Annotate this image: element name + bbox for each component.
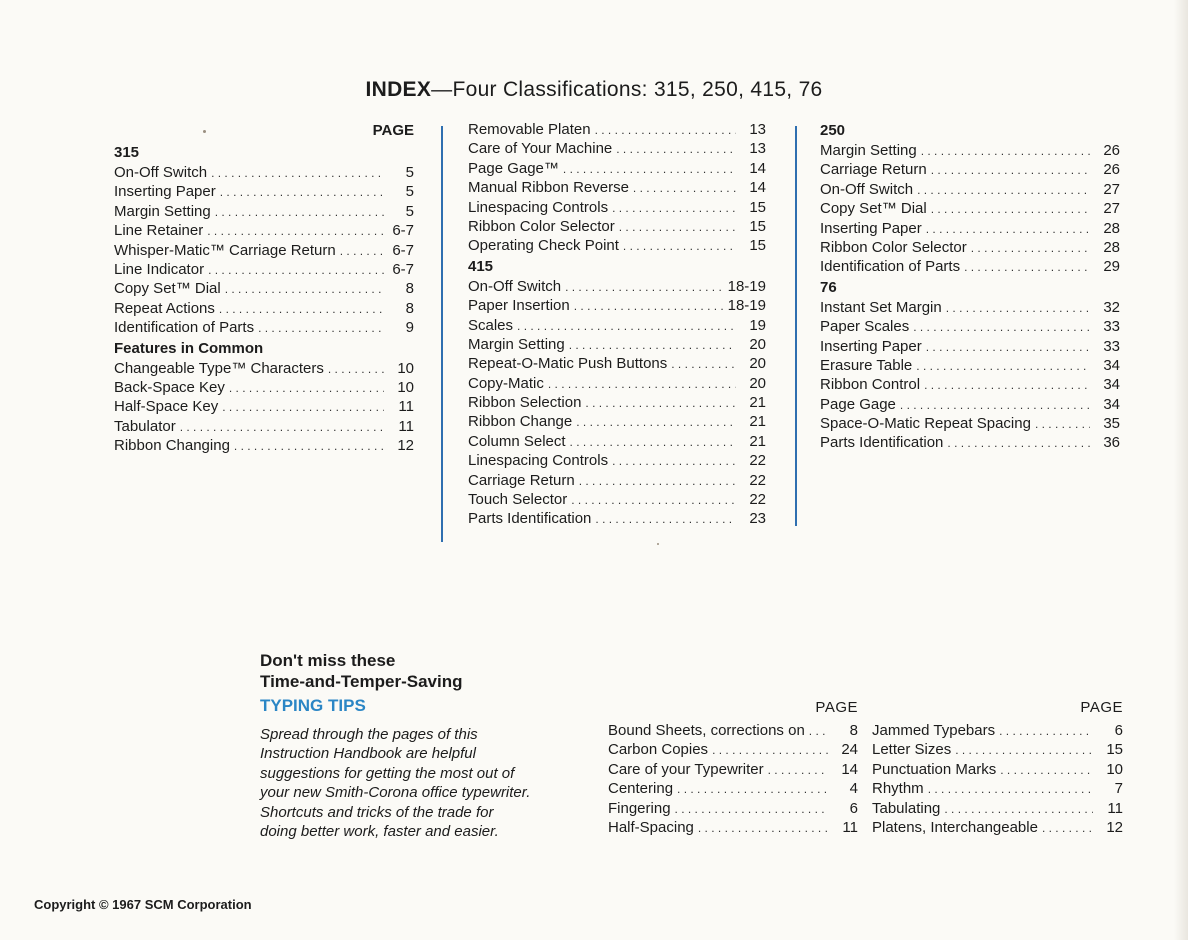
dot-leader	[623, 237, 736, 255]
index-entry-label: On-Off Switch	[468, 277, 562, 295]
tips-description-line: your new Smith-Corona office typewriter.	[260, 784, 531, 802]
index-entry	[468, 277, 766, 296]
index-entry-page: 6	[849, 799, 858, 817]
index-entry-page: 11	[1107, 799, 1123, 817]
tips-heading	[260, 650, 462, 692]
dot-leader	[999, 722, 1093, 740]
index-entry	[608, 779, 858, 798]
dot-leader	[928, 780, 1093, 798]
index-entry-label: Platens, Interchangeable	[872, 818, 1038, 836]
section-heading: Features in Common	[114, 339, 264, 357]
index-entry-label: Carriage Return	[820, 161, 927, 179]
index-entry	[114, 202, 414, 221]
index-entry	[820, 219, 1120, 238]
index-entry-label: Punctuation Marks	[872, 760, 997, 778]
index-entry-label: Ribbon Changing	[114, 437, 230, 455]
dot-leader	[576, 413, 736, 431]
dot-leader	[595, 121, 736, 139]
dot-leader	[900, 396, 1090, 414]
index-entry-page: 27	[1103, 180, 1120, 198]
dot-leader	[921, 142, 1090, 160]
tips-description-line: doing better work, faster and easier.	[260, 823, 499, 841]
index-entry-label: Page Gage	[820, 395, 896, 413]
index-entry-label: Back-Space Key	[114, 378, 225, 396]
index-entry-page: 10	[1106, 760, 1123, 778]
index-entry-label: Repeat-O-Matic Push Buttons	[468, 355, 668, 373]
index-entry-label: Identification of Parts	[820, 258, 961, 276]
dot-leader	[926, 220, 1090, 238]
dot-leader	[180, 418, 384, 436]
index-entry-page: 11	[842, 818, 858, 836]
index-entry-label: Paper Scales	[820, 318, 910, 336]
dot-leader	[971, 239, 1090, 257]
index-entry	[872, 740, 1123, 759]
index-entry-label: Ribbon Control	[820, 376, 921, 394]
index-entry-page: 10	[397, 378, 414, 396]
index-entry	[468, 139, 766, 158]
index-entry	[114, 260, 414, 279]
index-entry-page: 10	[397, 359, 414, 377]
section-heading: 76	[820, 278, 837, 296]
index-entry-label: Half-Spacing	[608, 818, 694, 836]
index-entry	[468, 354, 766, 373]
index-entry	[114, 318, 414, 337]
index-entry-label: Carriage Return	[468, 471, 575, 489]
dot-leader	[222, 398, 384, 416]
section-heading: 315	[114, 144, 140, 161]
index-title-bold: INDEX	[365, 78, 432, 101]
index-entry-page: 15	[1106, 741, 1123, 759]
dot-leader	[548, 375, 736, 393]
tips-heading-line-2: Time-and-Temper-Saving	[260, 672, 463, 691]
dot-leader	[926, 338, 1090, 356]
index-entry	[820, 298, 1120, 317]
index-entry-page: 35	[1103, 415, 1120, 433]
paper-speck	[203, 130, 206, 133]
index-entry	[872, 779, 1123, 798]
dot-leader	[571, 491, 736, 509]
index-entry	[820, 356, 1120, 375]
index-entry-label: Tabulating	[872, 799, 941, 817]
index-entry-label: Manual Ribbon Reverse	[468, 179, 629, 197]
index-entry-page: 6-7	[392, 260, 414, 278]
index-entry-label: On-Off Switch	[820, 180, 914, 198]
dot-leader	[569, 336, 736, 354]
dot-leader	[220, 183, 384, 201]
index-entry-label: Fingering	[608, 799, 671, 817]
index-entry-label: Erasure Table	[820, 356, 913, 374]
tips-index-column-1	[608, 699, 858, 837]
index-column-2	[468, 120, 766, 529]
dot-leader	[595, 510, 736, 528]
index-entry	[468, 236, 766, 255]
index-entry-page: 21	[749, 432, 766, 450]
index-entry-page: 14	[841, 760, 858, 778]
section-heading: 415	[468, 257, 494, 275]
index-entry-page: 20	[749, 374, 766, 392]
dot-leader	[917, 181, 1090, 199]
typing-tips-title: TYPING TIPS	[260, 696, 366, 715]
dot-leader	[579, 472, 736, 490]
index-entry-page: 34	[1103, 376, 1120, 394]
index-entry	[820, 180, 1120, 199]
index-entry-label: Copy Set™ Dial	[114, 280, 221, 298]
index-entry-page: 14	[749, 159, 766, 177]
index-entry-label: Parts Identification	[468, 510, 592, 528]
index-entry-page: 28	[1103, 238, 1120, 256]
index-entry-label: Repeat Actions	[114, 299, 215, 317]
index-entry-label: Touch Selector	[468, 491, 568, 509]
index-entry-page: 21	[749, 413, 766, 431]
dot-leader	[585, 394, 736, 412]
index-entry-page: 7	[1114, 780, 1123, 798]
dot-leader	[612, 199, 736, 217]
index-entry-page: 6-7	[392, 241, 414, 259]
dot-leader	[947, 434, 1090, 452]
index-entry-page: 23	[749, 510, 766, 528]
index-entry-label: Removable Platen	[468, 121, 591, 138]
index-entry	[820, 375, 1120, 394]
index-entry-page: 32	[1103, 298, 1120, 316]
copyright-notice: Copyright © 1967 SCM Corporation	[34, 897, 252, 912]
index-entry-page: 15	[749, 217, 766, 235]
dot-leader	[229, 379, 384, 397]
section-heading: 250	[820, 122, 846, 139]
index-entry	[468, 490, 766, 509]
index-entry-label: Line Retainer	[114, 222, 204, 240]
index-entry-label: Bound Sheets, corrections on	[608, 722, 805, 739]
dot-leader	[675, 800, 828, 818]
index-entry-page: 33	[1103, 318, 1120, 336]
index-entry	[114, 163, 414, 182]
index-entry	[820, 257, 1120, 276]
index-entry	[820, 395, 1120, 414]
index-entry-label: Care of your Typewriter	[608, 760, 764, 778]
dot-leader	[328, 360, 384, 378]
index-entry-page: 8	[849, 722, 858, 739]
column-divider-right	[795, 126, 797, 526]
index-entry	[608, 721, 858, 740]
dot-leader	[563, 160, 736, 178]
index-entry-page: 15	[749, 237, 766, 255]
dot-leader	[574, 297, 724, 315]
dot-leader	[913, 318, 1090, 336]
index-entry	[468, 451, 766, 470]
index-entry	[468, 432, 766, 451]
index-entry	[872, 721, 1123, 740]
tips-page-label-2: PAGE	[1080, 699, 1123, 716]
index-entry-label: Tabulator	[114, 417, 176, 435]
index-entry	[872, 818, 1123, 837]
index-entry-page: 21	[749, 394, 766, 412]
index-entry-label: Linespacing Controls	[468, 198, 609, 216]
dot-leader	[924, 376, 1090, 394]
dot-leader	[809, 722, 828, 740]
index-entry	[872, 760, 1123, 779]
index-entry-page: 28	[1103, 219, 1120, 237]
dot-leader	[944, 800, 1093, 818]
index-entry-page: 36	[1103, 434, 1120, 452]
tips-description	[260, 725, 600, 841]
dot-leader	[768, 761, 828, 779]
index-entry	[468, 198, 766, 217]
index-column-1	[114, 122, 414, 455]
dot-leader	[211, 164, 384, 182]
index-entry	[114, 436, 414, 455]
index-entry-label: Ribbon Color Selector	[468, 217, 615, 235]
page-edge-shadow	[1174, 0, 1188, 940]
dot-leader	[955, 741, 1093, 759]
dot-leader	[1000, 761, 1093, 779]
index-entry-label: Ribbon Change	[468, 413, 573, 431]
index-entry-page: 5	[405, 164, 414, 181]
index-entry	[114, 417, 414, 436]
index-entry-label: Copy-Matic	[468, 374, 544, 392]
index-entry-label: Margin Setting	[468, 335, 565, 353]
tips-description-line: Instruction Handbook are helpful	[260, 745, 476, 763]
index-entry	[608, 740, 858, 759]
index-entry	[820, 160, 1120, 179]
index-entry-page: 22	[749, 471, 766, 489]
index-entry-label: Page Gage™	[468, 159, 559, 177]
index-entry-page: 29	[1103, 258, 1120, 276]
index-entry-page: 22	[749, 491, 766, 509]
index-entry	[114, 241, 414, 260]
index-entry	[114, 299, 414, 318]
index-entry-label: Jammed Typebars	[872, 722, 996, 739]
index-title-rest: —Four Classifications: 315, 250, 415, 76	[431, 78, 823, 101]
index-entry	[608, 818, 858, 837]
index-entry-page: 27	[1103, 200, 1120, 218]
tips-heading-line-1: Don't miss these	[260, 651, 396, 670]
index-entry-page: 9	[405, 319, 414, 337]
index-entry-page: 6-7	[392, 222, 414, 240]
index-entry	[468, 335, 766, 354]
dot-leader	[340, 242, 384, 260]
dot-leader	[698, 819, 828, 837]
dot-leader	[234, 437, 384, 455]
index-entry-label: Centering	[608, 780, 674, 798]
index-entry	[820, 414, 1120, 433]
index-entry-label: Carbon Copies	[608, 741, 709, 759]
index-entry-label: Margin Setting	[820, 142, 917, 159]
index-entry	[468, 393, 766, 412]
dot-leader	[931, 200, 1090, 218]
index-entry-label: Instant Set Margin	[820, 298, 942, 316]
index-entry-label: Letter Sizes	[872, 741, 952, 759]
dot-leader	[225, 280, 384, 298]
index-entry-label: Column Select	[468, 432, 566, 450]
index-entry	[114, 359, 414, 378]
index-title	[0, 78, 1188, 102]
index-entry	[114, 182, 414, 201]
index-entry	[468, 412, 766, 431]
index-entry	[820, 433, 1120, 452]
index-entry-label: Whisper-Matic™ Carriage Return	[114, 241, 336, 259]
dot-leader	[1042, 819, 1093, 837]
tips-description-line: Spread through the pages of this	[260, 726, 478, 743]
dot-leader	[671, 355, 736, 373]
index-entry-label: Ribbon Selection	[468, 394, 582, 412]
index-entry-page: 26	[1103, 142, 1120, 159]
index-entry	[468, 178, 766, 197]
index-entry-page: 13	[749, 140, 766, 158]
index-entry-page: 12	[1106, 818, 1123, 836]
column-divider-left	[441, 126, 443, 542]
index-entry	[114, 378, 414, 397]
index-entry	[114, 397, 414, 416]
dot-leader	[616, 140, 736, 158]
index-column-3	[820, 120, 1120, 453]
index-entry-label: Paper Insertion	[468, 297, 570, 315]
index-entry-page: 34	[1103, 395, 1120, 413]
dot-leader	[570, 433, 736, 451]
tips-index-column-2	[872, 699, 1123, 837]
index-entry	[820, 199, 1120, 218]
index-entry-page: 14	[749, 179, 766, 197]
index-entry	[468, 471, 766, 490]
index-entry-page: 33	[1103, 337, 1120, 355]
index-entry-label: Half-Space Key	[114, 398, 219, 416]
index-entry-page: 20	[749, 355, 766, 373]
index-entry-page: 20	[749, 335, 766, 353]
index-entry-label: Operating Check Point	[468, 237, 619, 255]
dot-leader	[677, 780, 828, 798]
index-entry	[468, 159, 766, 178]
index-entry-label: Linespacing Controls	[468, 452, 609, 470]
index-entry	[468, 120, 766, 139]
index-entry-page: 18-19	[727, 297, 766, 315]
index-entry-page: 5	[405, 183, 414, 201]
index-entry-page: 8	[405, 299, 414, 317]
index-entry	[468, 509, 766, 528]
index-entry-label: Line Indicator	[114, 260, 205, 278]
index-entry-page: 11	[398, 398, 414, 416]
index-entry-page: 12	[397, 437, 414, 455]
index-entry-label: Margin Setting	[114, 202, 211, 220]
index-entry	[468, 296, 766, 315]
dot-leader	[258, 319, 384, 337]
index-entry-page: 26	[1103, 161, 1120, 179]
dot-leader	[931, 161, 1090, 179]
index-entry-label: On-Off Switch	[114, 164, 208, 181]
index-entry-page: 5	[405, 202, 414, 220]
dot-leader	[219, 300, 384, 318]
index-entry-label: Copy Set™ Dial	[820, 200, 927, 218]
page-column-label: PAGE	[372, 122, 414, 139]
index-entry-page: 15	[749, 198, 766, 216]
index-entry	[114, 221, 414, 240]
dot-leader	[712, 741, 828, 759]
index-entry	[820, 238, 1120, 257]
dot-leader	[215, 203, 384, 221]
index-entry	[820, 141, 1120, 160]
tips-description-line: suggestions for getting the most out of	[260, 764, 515, 782]
dot-leader	[517, 317, 736, 335]
dot-leader	[208, 261, 384, 279]
index-entry	[468, 316, 766, 335]
dot-leader	[946, 299, 1090, 317]
dot-leader	[633, 179, 736, 197]
dot-leader	[964, 258, 1090, 276]
tips-page-label-1: PAGE	[815, 699, 858, 716]
index-entry-label: Ribbon Color Selector	[820, 238, 967, 256]
index-entry-page: 18-19	[727, 277, 766, 295]
index-entry-label: Inserting Paper	[114, 183, 216, 201]
dot-leader	[619, 218, 736, 236]
index-entry-label: Identification of Parts	[114, 319, 255, 337]
index-entry-label: Rhythm	[872, 780, 924, 798]
index-entry	[608, 760, 858, 779]
index-entry-page: 8	[405, 280, 414, 298]
index-entry-label: Inserting Paper	[820, 337, 922, 355]
dot-leader	[207, 222, 384, 240]
index-entry-label: Space-O-Matic Repeat Spacing	[820, 415, 1031, 433]
index-entry-page: 22	[749, 452, 766, 470]
index-entry-label: Care of Your Machine	[468, 140, 613, 158]
index-entry	[468, 217, 766, 236]
index-entry-label: Scales	[468, 316, 514, 334]
index-entry-page: 11	[398, 417, 414, 435]
index-entry-page: 4	[849, 780, 858, 798]
index-entry-label: Changeable Type™ Characters	[114, 359, 324, 377]
tips-description-line: Shortcuts and tricks of the trade for	[260, 803, 494, 821]
index-entry	[468, 374, 766, 393]
index-entry-label: Inserting Paper	[820, 219, 922, 237]
paper-speck	[657, 543, 659, 545]
index-entry-page: 13	[749, 121, 766, 138]
index-entry	[820, 337, 1120, 356]
index-entry-page: 19	[749, 316, 766, 334]
index-entry-page: 34	[1103, 356, 1120, 374]
index-entry-page: 6	[1114, 722, 1123, 739]
index-entry	[608, 799, 858, 818]
dot-leader	[1035, 415, 1090, 433]
index-entry-page: 24	[841, 741, 858, 759]
dot-leader	[916, 357, 1090, 375]
dot-leader	[612, 452, 736, 470]
index-entry-label: Parts Identification	[820, 434, 944, 452]
dot-leader	[565, 278, 724, 296]
index-entry	[872, 799, 1123, 818]
index-entry	[114, 279, 414, 298]
index-entry	[820, 317, 1120, 336]
